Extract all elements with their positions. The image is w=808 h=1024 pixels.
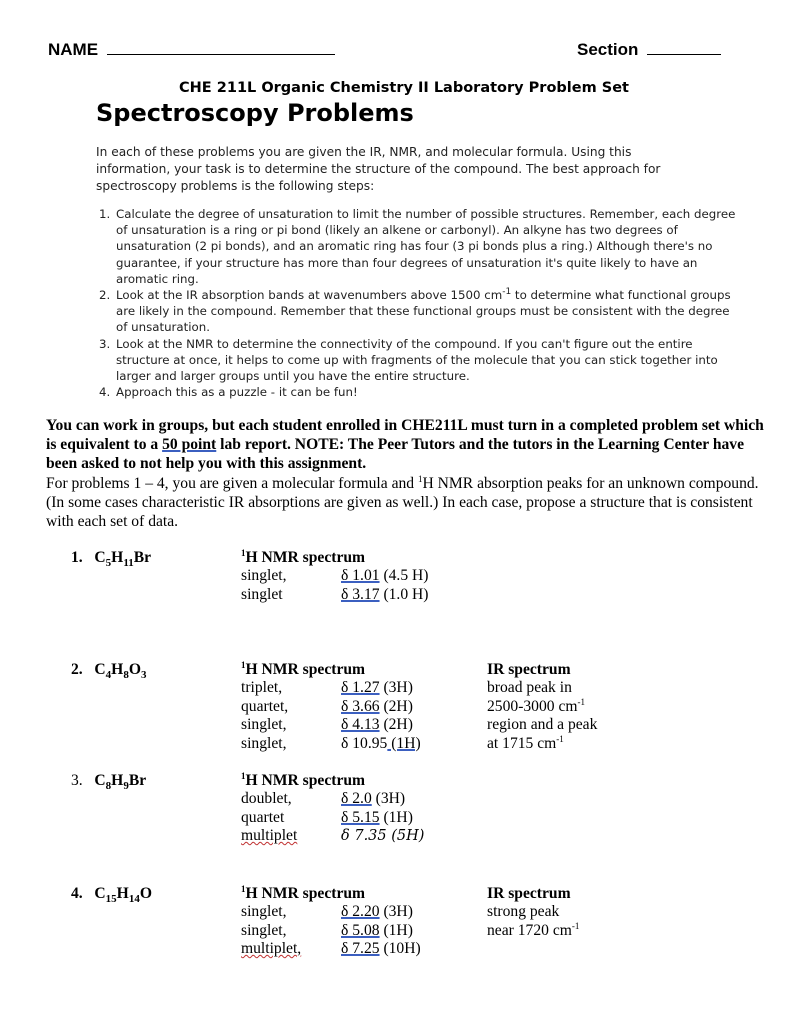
step-item: 1. Calculate the degree of unsaturation to limit the number of possible structures. Remember, each degree of unsaturation is a ring or pi bond (likely an alkene or carbonyl). An alkyne has two degrees of unsaturation (2 pi bonds), and an aromatic ring has four (3 pi bonds plus a ring.) Although there's no guarantee, if your structure has more than four degrees of unsaturation it's quite likely to have an aromatic ring.: [114, 206, 739, 287]
section-row: [577, 40, 721, 60]
problems-instructions: For problems 1 – 4, you are given a molecular formula and $^1$H NMR absorption peaks for an unknown compound. (In some cases characteristic IR absorptions are given as well.) In each case, propose a structure that is consistent with each set of data.: [46, 473, 759, 531]
step-item: 4. Approach this as a puzzle - it can be fun!: [114, 384, 739, 400]
problem-3-multiplicities: doublet, quartet multiplet: [241, 790, 298, 844]
problem-2-label: 2. $C_4H_8O_3$: [71, 661, 147, 682]
step-item: 2. Look at the IR absorption bands at wavenumbers above 1500 $cm^{-1}$ to determine what functional groups are likely in the compound. Remember that these functional groups must be consistent with the degree of unsaturation.: [114, 287, 739, 336]
course-title: CHE 211L Organic Chemistry II Laboratory Problem Set: [179, 80, 629, 96]
name-row: [48, 40, 335, 60]
problem-4-label: 4. $C_{15}H_{14}O$: [71, 885, 152, 906]
section-blank: [647, 40, 721, 55]
problem-3-shifts: δ 2.0 (3H) δ 5.15 (1H) δ 7.35 (5H): [341, 790, 425, 844]
problem-4-ir-text: strong peak near 1720 $cm^{-1}$: [487, 903, 580, 939]
page-title: Spectroscopy Problems: [96, 99, 414, 127]
section-label: Section: [577, 40, 639, 59]
problem-2-formula: $C_4H_8O_3$: [94, 661, 147, 682]
problem-1-nmr-title: $^1$H NMR spectrum: [241, 547, 366, 566]
name-blank: [107, 40, 335, 55]
problem-2-multiplicities: triplet, quartet, singlet, singlet,: [241, 679, 289, 752]
problem-1-formula: $C_5H_{11}Br$: [94, 549, 152, 570]
group-work-note: You can work in groups, but each student enrolled in CHE211L must turn in a completed problem set which is equivalent to a 50 point lab report. NOTE: The Peer Tutors and the tutors in the Learning Center have been asked to not help you with this assignment.: [46, 417, 764, 472]
problem-1-shifts: δ 1.01 (4.5 H) δ 3.17 (1.0 H): [341, 567, 429, 603]
problem-1-label: 1. $C_5H_{11}Br$: [71, 549, 152, 570]
problem-4-formula: $C_{15}H_{14}O$: [94, 885, 152, 906]
problem-2-shifts: δ 1.27 (3H) δ 3.66 (2H) δ 4.13 (2H) δ 10.95 (1H): [341, 679, 421, 752]
problem-4-shifts: δ 2.20 (3H) δ 5.08 (1H) δ 7.25 (10H): [341, 903, 421, 957]
problem-4-ir-title: IR spectrum: [487, 885, 571, 902]
problem-3-formula: $C_8H_9Br$: [94, 772, 147, 793]
problem-4-multiplicities: singlet, singlet, multiplet,: [241, 903, 302, 957]
intro-paragraph: In each of these problems you are given the IR, NMR, and molecular formula. Using this information, your task is to determine the structure of the compound. The best approach for spectroscopy problems is the following steps:: [96, 145, 661, 193]
step-item: 3. Look at the NMR to determine the connectivity of the compound. If you can't figure out the entire structure at once, it helps to come up with fragments of the molecule that you can stick together into larger and larger groups until you have the entire structure.: [114, 336, 739, 385]
problem-3-nmr-title: $^1$H NMR spectrum: [241, 770, 366, 789]
problem-2-ir-text: broad peak in 2500-3000 $cm^{-1}$ region and a peak at 1715 $cm^{-1}$: [487, 679, 598, 752]
problem-2-nmr-title: $^1$H NMR spectrum: [241, 659, 366, 678]
problem-3-label: 3. $C_8H_9Br$: [71, 772, 147, 793]
problem-4-nmr-title: $^1$H NMR spectrum: [241, 883, 366, 902]
problem-1-multiplicities: singlet, singlet: [241, 567, 287, 603]
name-label: NAME: [48, 40, 99, 59]
steps-list: [96, 206, 739, 400]
problem-2-ir-title: IR spectrum: [487, 661, 571, 678]
